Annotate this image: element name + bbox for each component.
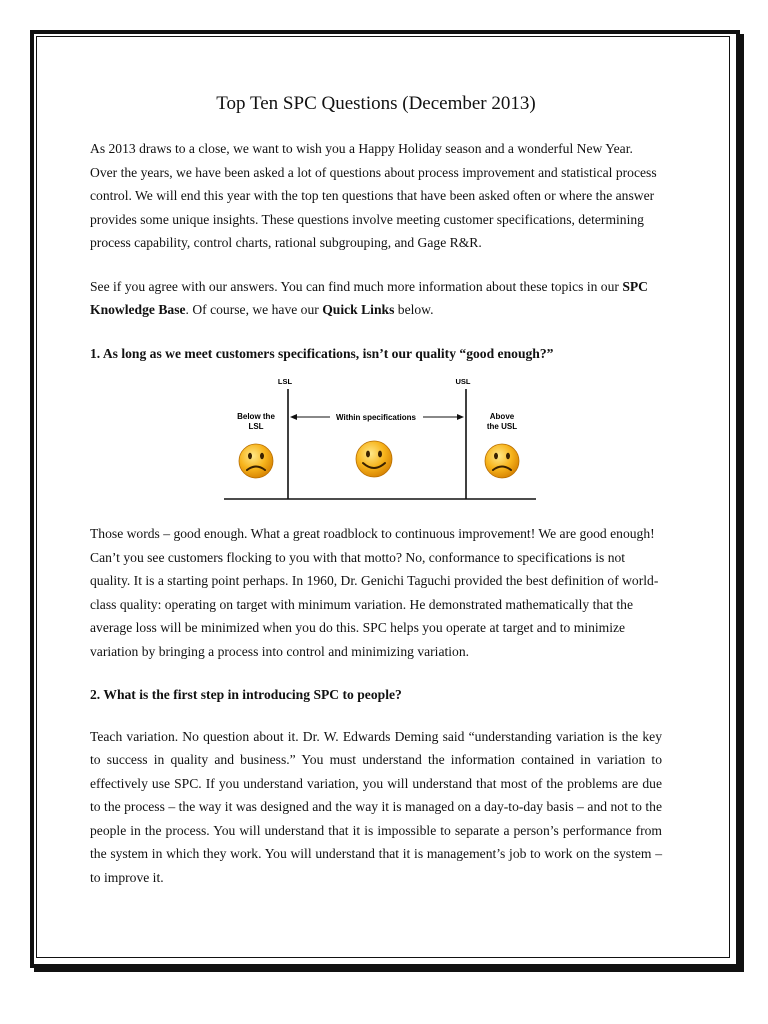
question-2-heading: 2. What is the first step in introducing SPC to people? <box>90 687 402 702</box>
above-usl-label-2: the USL <box>486 422 518 431</box>
arrowhead-left <box>290 414 297 420</box>
happy-face-icon <box>356 441 392 477</box>
spec-limits-diagram <box>218 375 536 501</box>
see-if-text-2: . Of course, we have our <box>185 302 323 317</box>
sad-face-icon <box>485 444 519 478</box>
answer-1-paragraph: Those words – good enough. What a great roadblock to continuous improvement! We are good enough! Can’t you see customers flocking to you with that motto? No, conformance to specifications is not quality. It is a starting point perhaps. In 1960, Dr. Genichi Taguchi provided the best definition of world-class quality: operating on target with minimum variation. He demonstrated mathematically that the average loss will be minimized when you do this. SPC helps you operate at target and to minimize variation by bringing a process into control and minimizing variation. <box>90 526 659 659</box>
question-1-heading: 1. As long as we meet customers specifications, isn’t our quality “good enough?” <box>90 345 554 361</box>
below-lsl-label-2: LSL <box>248 422 264 431</box>
document-title: Top Ten SPC Questions (December 2013) <box>216 93 536 114</box>
answer-2-paragraph: Teach variation. No question about it. Dr. W. Edwards Deming said “understanding variation is the key to success in quality and business.” You must understand the information contained in variation to effectively use SPC. If you understand variation, you will understand that most of the problems are due to the process – the way it was designed and the way it is managed on a day-to-day basis – and not to the people in the process. You will understand that it is impossible to separate a person’s performance from the system in which they work. You will understand that it is management’s job to work on the system – to improve it. <box>90 728 662 885</box>
document-content <box>90 92 662 909</box>
see-if-paragraph <box>90 275 662 322</box>
see-if-text-3: below. <box>394 302 434 317</box>
quick-links-link[interactable]: Quick Links <box>322 302 395 317</box>
sad-face-icon <box>239 444 273 478</box>
below-lsl-label-1: Below the <box>237 412 275 421</box>
usl-label: USL <box>455 377 471 386</box>
knowledge-base-link[interactable]: SPC Knowledge Base <box>90 278 648 317</box>
arrowhead-right <box>457 414 464 420</box>
intro-paragraph: As 2013 draws to a close, we want to wish you a Happy Holiday season and a wonderful New Year. Over the years, we have been asked a lot of questions about process improvement and statistical process control. We will end this year with the top ten questions that have been asked often or where the answer provides some unique insights. These questions involve meeting customer specifications, determining process capability, control charts, rational subgrouping, and Gage R&R. <box>90 141 657 250</box>
see-if-text-1: See if you agree with our answers. You can find much more information about these topics in our <box>90 278 623 294</box>
lsl-label: LSL <box>277 377 293 386</box>
within-spec-label: Within specifications <box>336 413 416 422</box>
above-usl-label-1: Above <box>489 412 515 421</box>
